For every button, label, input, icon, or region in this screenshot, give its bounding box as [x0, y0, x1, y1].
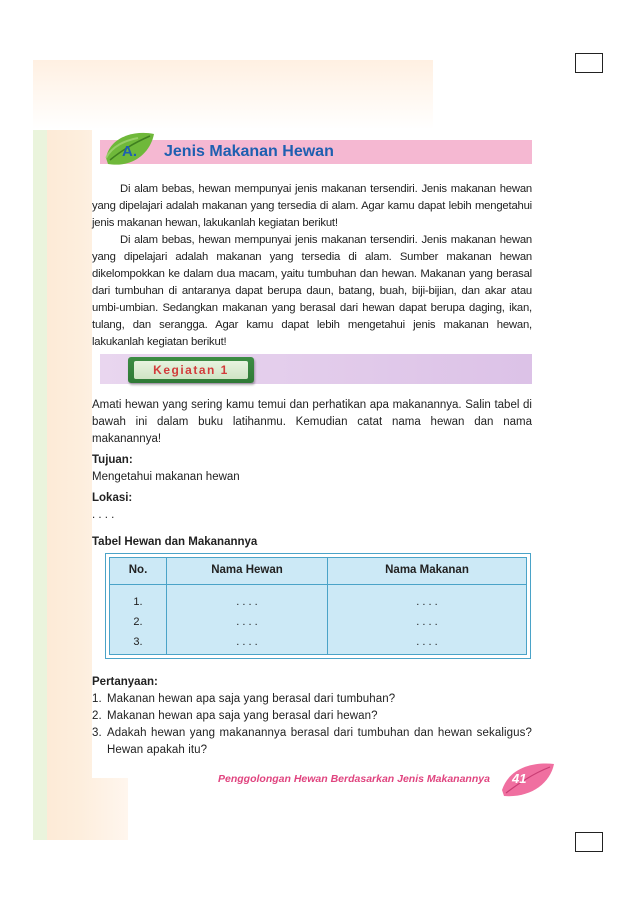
- goal-text: Mengetahui makanan hewan: [92, 471, 240, 483]
- table-cell: 2.: [133, 616, 143, 628]
- question-text: Makanan hewan apa saja yang berasal dari tumbuhan?: [107, 693, 396, 705]
- page-number: 41: [512, 771, 527, 786]
- list-item: [92, 725, 532, 759]
- table-cell: . . . .: [416, 616, 438, 628]
- question-number: 2.: [92, 710, 102, 722]
- activity-instruction: Amati hewan yang sering kamu temui dan perhatikan apa makanannya. Salin tabel di bawah ini dalam buku latihanmu. Kemudian catat nama hewan dan nama makanannya!: [92, 399, 532, 445]
- goal-label: Tujuan:: [92, 454, 133, 466]
- question-text: Adakah hewan yang makanannya berasal dari tumbuhan dan hewan sekaligus? Hewan apakah itu?: [107, 727, 532, 756]
- activity-block: [92, 397, 532, 524]
- intro-paragraph-1: Di alam bebas, hewan mempunyai jenis makanan tersendiri. Jenis makanan hewan yang dipelajari adalah makanan yang tersedia di alam. Agar kamu dapat lebih mengetahui jenis makanan hewan, lakukanlah kegiatan berikut!: [92, 183, 532, 229]
- table-cell: 3.: [133, 636, 143, 648]
- table-cell: . . . .: [416, 596, 438, 608]
- section-title: Jenis Makanan Hewan: [164, 143, 334, 160]
- location-text: . . . .: [92, 509, 115, 521]
- table-header-row: [110, 558, 526, 585]
- intro-paragraph-2: Di alam bebas, hewan mempunyai jenis makanan tersendiri. Jenis makanan hewan yang dipelajari adalah makanan yang tersedia di alam. Sumber makanan hewan dikelompokkan ke dalam dua macam, yaitu tumbuhan dan hewan. Makanan yang berasal dari tumbuhan di antaranya dapat berupa daun, batang, buah, biji-bijian, dan akar atau umbi-umbian. Sedangkan makanan yang berasal dari hewan dapat berupa daging, ikan, tulang, dan serangga. Agar kamu dapat lebih mengetahui jenis makanan hewan, lakukanlah kegiatan berikut!: [92, 234, 532, 348]
- questions-label: Pertanyaan:: [92, 676, 158, 688]
- food-table-body: [109, 557, 527, 655]
- page-leaf-icon: [500, 760, 556, 800]
- list-item: [92, 708, 532, 725]
- table-cell: . . . .: [236, 616, 258, 628]
- table-cell: . . . .: [236, 636, 258, 648]
- question-text: Makanan hewan apa saja yang berasal dari hewan?: [107, 710, 378, 722]
- activity-badge: [128, 357, 254, 383]
- table-cell: . . . .: [416, 636, 438, 648]
- table-cell: . . . .: [236, 596, 258, 608]
- table-cell: 1.: [133, 596, 143, 608]
- footer-chapter-title: Penggolongan Hewan Berdasarkan Jenis Makanannya: [218, 773, 490, 785]
- questions-block: [92, 674, 532, 759]
- crop-mark-top: [575, 53, 603, 73]
- table-title: Tabel Hewan dan Makanannya: [92, 536, 258, 548]
- crop-mark-bottom: [575, 832, 603, 852]
- questions-list: [92, 691, 532, 759]
- decorative-top-band: [33, 60, 433, 130]
- food-table: [105, 553, 531, 659]
- table-header-food: Nama Makanan: [385, 564, 469, 576]
- table-header-no: No.: [128, 564, 148, 576]
- location-label: Lokasi:: [92, 492, 133, 504]
- question-number: 1.: [92, 693, 102, 705]
- list-item: [92, 691, 532, 708]
- question-number: 3.: [92, 727, 102, 739]
- section-letter: A.: [122, 143, 137, 160]
- activity-label: Kegiatan 1: [134, 361, 248, 379]
- table-header-animal: Nama Hewan: [211, 564, 283, 576]
